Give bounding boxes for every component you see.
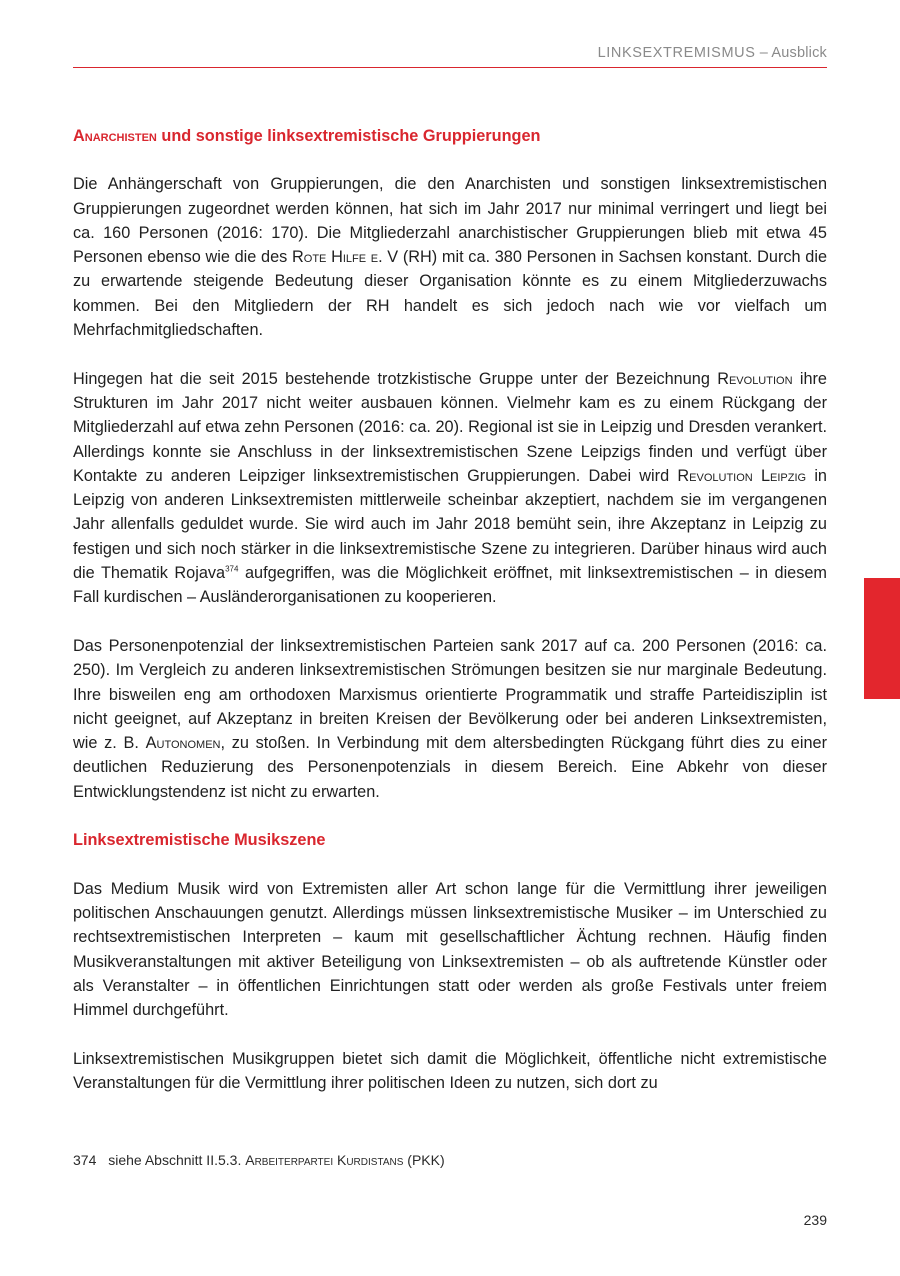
heading-small-caps: Anarchisten xyxy=(73,127,157,145)
section-heading-anarchists xyxy=(73,124,827,148)
org-name-revolution-leipzig: Revolution Leipzig xyxy=(677,466,807,485)
chapter-tab-marker xyxy=(864,578,900,699)
text-run: V (RH) mit ca. 380 Personen in Sachsen konstant. Durch die zu erwartende steigende Bedeutung dieser Organisation könnte es zu einem Mitgliederzuwachs kommen. Bei den Mitgliedern der RH handelt es sich jedoch nach wie vor vielfach um Mehrfachmitgliedschaften. xyxy=(73,248,828,340)
footnote-text-end: (PKK) xyxy=(403,1152,445,1168)
page-number: 239 xyxy=(803,1212,827,1228)
footnote xyxy=(73,1152,445,1168)
paragraph-music-1: Das Medium Musik wird von Extremisten aller Art schon lange für die Vermittlung ihrer jeweiligen politischen Anschauungen genutzt. Allerdings müssen linksextremistische Musiker – im Unterschied zu rechtsextremistischen Interpreten – kaum mit gesellschaftlicher Ächtung rechnen. Häufig finden Musikveranstaltungen mit aktiver Beteiligung von Linksextremisten – ob als auftretende Künstler oder als Veranstalter – in öffentlichen Einrichtungen statt oder werden als große Festivals unter freiem Himmel durchgeführt. xyxy=(73,879,827,1020)
header-rule xyxy=(73,67,827,68)
paragraph-music-2: Linksextremistischen Musikgruppen bietet sich damit die Möglichkeit, öffentliche nicht extremistische Veranstaltungen für die Vermittlung ihrer politischen Ideen zu nutzen, sich dort zu xyxy=(73,1049,827,1092)
paragraph-anarchists-1 xyxy=(73,172,827,342)
paragraph-anarchists-3 xyxy=(73,634,827,804)
text-run: Das Personenpotenzial der linksextremistischen Parteien sank 2017 auf ca. 200 Personen (2016: ca. 250). Im Vergleich zu anderen linksextremistischen Strömungen besitzen sie nur marginale Bedeutung. Ihre bisweilen eng am orthodoxen Marxismus orientierte Programmatik und straffe Parteidisziplin ist nicht geeignet, auf Akzeptanz in breiten Kreisen der Bevölkerung oder bei anderen Linksextremisten, wie z. B. xyxy=(73,636,827,753)
text-run: in Leipzig von anderen Linksextremisten mittlerweile scheinbar akzeptiert, nachdem sie im vergangenen Jahr allenfalls geduldet wurde. Sie wird auch im Jahr 2018 bemüht sein, ihre Akzeptanz in Leipzig zu festigen und sich noch stärker in die linksextremistische Szene zu integrieren. Darüber hinaus wird auch die Thematik Rojava xyxy=(73,466,827,583)
header-section: LINKSEXTREMISMUS xyxy=(597,45,756,61)
group-name-autonome: Autonomen xyxy=(145,734,221,753)
section-heading-music: Linksextremistische Musikszene xyxy=(73,831,326,850)
text-run: Die Anhängerschaft von Gruppierungen, die den Anarchisten und sonstigen linksextremistischen Gruppierungen zugeordnet werden können, hat sich im Jahr 2017 nur minimal verringert und liegt bei ca. 160 Personen (2016: 170). Die Mitgliederzahl anarchistischer Gruppierungen blieb mit etwa 45 Personen ebenso wie die des xyxy=(73,175,827,267)
footnote-number: 374 xyxy=(73,1152,97,1168)
org-name-rote-hilfe: Rote Hilfe e. xyxy=(292,248,383,267)
running-header xyxy=(598,45,827,61)
footnote-org-name: Arbeiterpartei Kurdistans xyxy=(245,1152,404,1168)
text-run: Hingegen hat die seit 2015 bestehende trotzkistische Gruppe unter der Bezeichnung xyxy=(73,369,718,388)
main-content xyxy=(73,124,827,1120)
text-run: aufgegriffen, was die Möglichkeit eröffnet, mit linksextremistischen – in diesem Fall kurdischen – Ausländerorganisationen zu kooperieren. xyxy=(73,564,827,607)
footnote-reference[interactable]: 374 xyxy=(225,564,239,574)
header-subsection: – Ausblick xyxy=(759,45,827,61)
org-name-revolution: Revolution xyxy=(717,369,793,388)
footnote-text: siehe Abschnitt II.5.3. xyxy=(108,1152,246,1168)
text-run: ihre Strukturen im Jahr 2017 nicht weiter ausbauen können. Vielmehr kam es zu einem Rückgang der Mitgliederzahl auf etwa zehn Personen (2016: ca. 20). Regional ist sie in Leipzig und Dresden verankert. Allerdings konnte sie Anschluss in der linksextremistischen Szene Leipzigs finden und verfügt über Kontakte zu anderen Leipziger linksextremistischen Gruppierungen. Dabei wird xyxy=(73,369,827,485)
heading-text: und sonstige linksextremistische Gruppierungen xyxy=(156,127,541,145)
text-run: , zu stoßen. In Verbindung mit dem altersbedingten Rückgang führt dies zu einer deutlichen Reduzierung des Personenpotenzials in diesem Bereich. Eine Abkehr von dieser Entwicklungstendenz ist nicht zu erwarten. xyxy=(73,734,827,801)
paragraph-anarchists-2 xyxy=(73,367,827,610)
